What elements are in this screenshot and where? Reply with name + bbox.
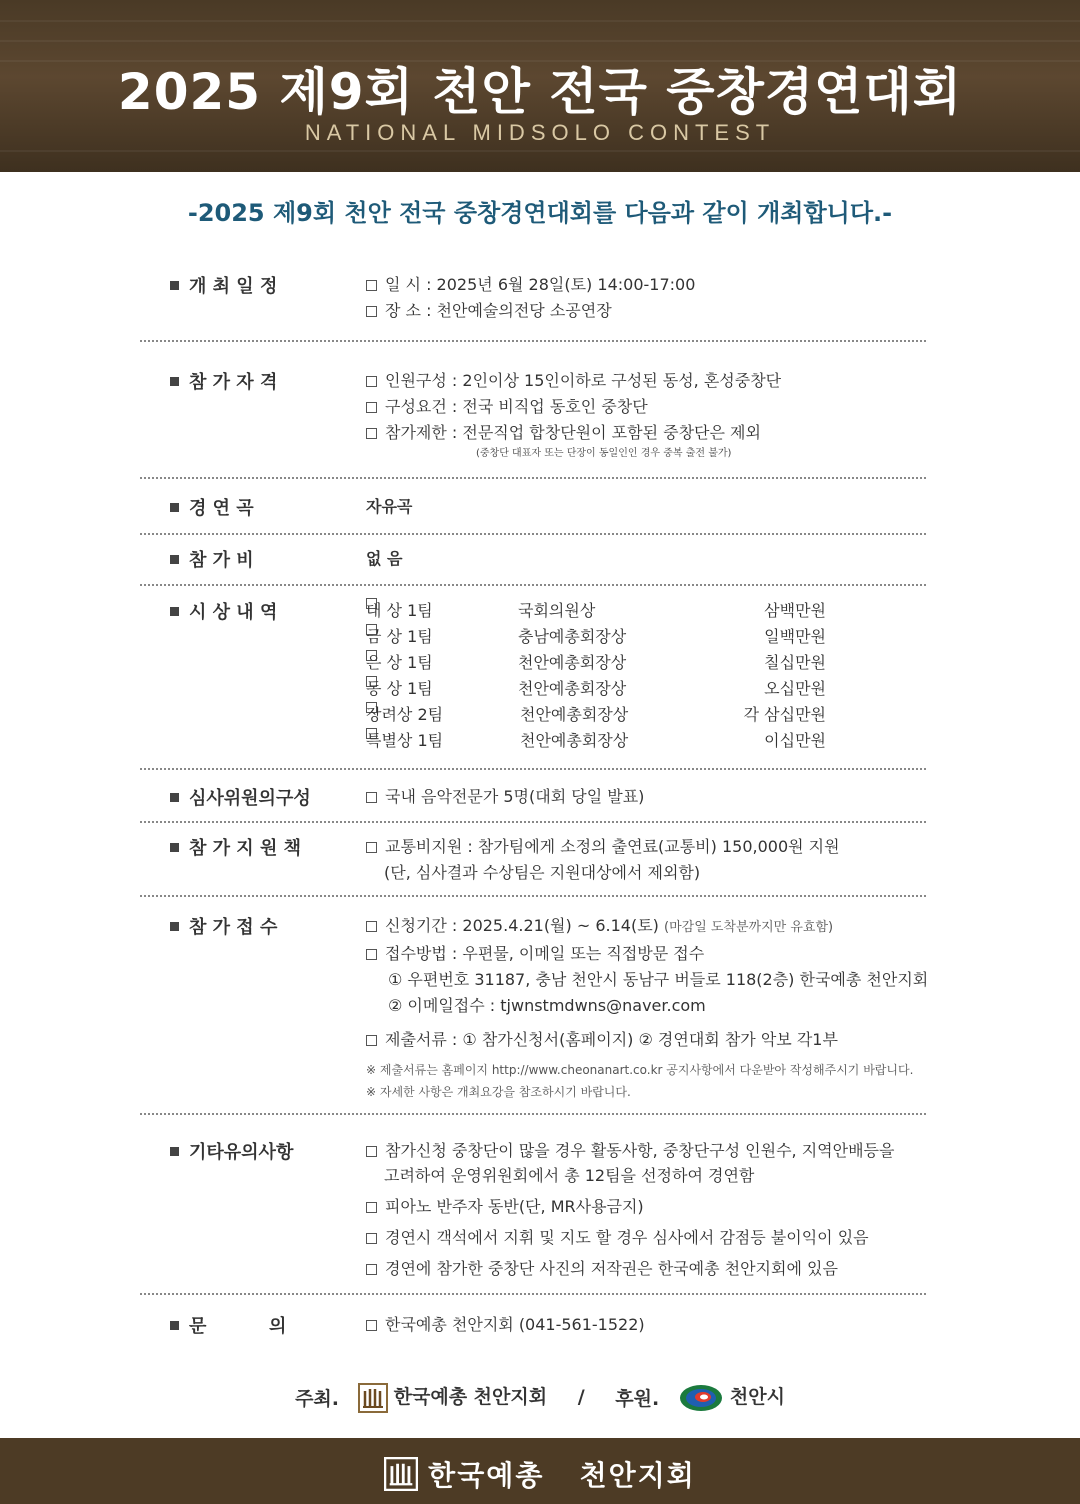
support-note: (단, 심사결과 수상팀은 지원대상에서 제외함): [384, 863, 701, 882]
section-label: 참 가 자 격: [170, 368, 277, 394]
divider: [140, 895, 926, 897]
checkbox-icon: [366, 402, 377, 413]
application-documents: 제출서류 : ① 참가신청서(홈페이지) ② 경연대회 참가 악보 각1부: [385, 1030, 838, 1049]
contact-value: 한국예총 천안지회 (041-561-1522): [385, 1315, 645, 1334]
application-note-2: ※ 자세한 사항은 개최요강을 참조하시기 바랍니다.: [366, 1085, 631, 1099]
notes-item: 참가신청 중창단이 많을 경우 활동사항, 중창단구성 인원수, 지역안배등을: [385, 1141, 895, 1160]
section-label: 개 최 일 정: [170, 272, 277, 298]
host-prefix: 주최.: [295, 1387, 340, 1410]
divider: [140, 768, 926, 770]
divider: [140, 477, 926, 479]
checkbox-icon: [366, 428, 377, 439]
eligibility-note: (중창단 대표자 또는 단장이 동일인인 경우 중복 출전 불가): [476, 448, 732, 459]
notes-item: 피아노 반주자 동반(단, MR사용금지): [385, 1197, 644, 1216]
checkbox-icon: [366, 280, 377, 291]
section-label: 시 상 내 역: [170, 598, 277, 624]
support-name: 천안시: [729, 1386, 785, 1408]
checkbox-icon: [366, 792, 377, 803]
section-label: 문 의: [170, 1312, 286, 1338]
schedule-venue: 장 소 : 천안예술의전당 소공연장: [385, 301, 612, 320]
footer-banner: [0, 1438, 1080, 1504]
application-period-note: (마감일 도착분까지만 유효함): [664, 920, 834, 935]
notes-item: 경연에 참가한 중창단 사진의 저작권은 한국예총 천안지회에 있음: [385, 1259, 838, 1278]
award-row: 장려상 2팀 천안예총회장상 각 삼십만원: [366, 702, 926, 728]
intro-text: -2025 제9회 천안 전국 중창경연대회를 다음과 같이 개최합니다.-: [187, 199, 893, 227]
divider: [140, 533, 926, 535]
sponsor-divider: /: [577, 1386, 585, 1409]
section-label: 참 가 비: [170, 546, 254, 572]
host-name: 한국예총 천안지회: [393, 1386, 548, 1408]
checkbox-icon: [366, 376, 377, 387]
judges-value: 국내 음악전문가 5명(대회 당일 발표): [385, 787, 645, 806]
divider: [140, 1113, 926, 1115]
checkbox-icon: [366, 1035, 377, 1046]
award-row: 대 상 1팀 국회의원상 삼백만원: [366, 598, 926, 624]
section-label: 참 가 접 수: [170, 913, 277, 939]
application-method: 접수방법 : 우편물, 이메일 또는 직접방문 접수: [385, 944, 705, 963]
page-subtitle: NATIONAL MIDSOLO CONTEST: [304, 120, 776, 145]
footer-org: 한국예총 천안지회: [428, 1459, 696, 1492]
application-post: ① 우편번호 31187, 충남 천안시 동남구 버들로 118(2층) 한국예총 천안지회: [388, 970, 929, 989]
checkbox-icon: [366, 921, 377, 932]
eligibility-line: 구성요건 : 전국 비직업 동호인 중창단: [385, 397, 648, 416]
sponsor-row: [0, 1382, 1080, 1413]
cheonan-city-logo-icon: [678, 1383, 724, 1413]
award-row: 특별상 1팀 천안예총회장상 이십만원: [366, 728, 926, 754]
section-label: 참 가 지 원 책: [170, 834, 301, 860]
section-label: 심사위원의구성: [170, 784, 311, 810]
award-row: 은 상 1팀 천안예총회장상 칠십만원: [366, 650, 926, 676]
notes-item-cont: 고려하여 운영위원회에서 총 12팀을 선정하여 경연함: [384, 1166, 755, 1185]
header-banner: [0, 0, 1080, 172]
schedule-date: 일 시 : 2025년 6월 28일(토) 14:00-17:00: [385, 275, 696, 294]
notes-item: 경연시 객석에서 지휘 및 지도 할 경우 심사에서 감점등 불이익이 있음: [385, 1228, 869, 1247]
checkbox-icon: [366, 306, 377, 317]
application-email: ② 이메일접수 : tjwnstmdwns@naver.com: [388, 996, 706, 1015]
award-row: 동 상 1팀 천안예총회장상 오십만원: [366, 676, 926, 702]
divider: [140, 1293, 926, 1295]
eligibility-line: 참가제한 : 전문직업 합창단원이 포함된 중창단은 제외: [385, 423, 761, 442]
checkbox-icon: [366, 1264, 377, 1275]
support-prefix: 후원.: [615, 1387, 660, 1410]
section-label: 경 연 곡: [170, 494, 254, 520]
divider: [140, 584, 926, 586]
eligibility-line: 인원구성 : 2인이상 15인이하로 구성된 동성, 혼성중창단: [385, 371, 782, 390]
checkbox-icon: [366, 842, 377, 853]
checkbox-icon: [366, 1233, 377, 1244]
divider: [140, 821, 926, 823]
checkbox-icon: [366, 1202, 377, 1213]
piece-value: 자유곡: [366, 497, 413, 516]
support-line: 교통비지원 : 참가팀에게 소정의 출연료(교통비) 150,000원 지원: [385, 837, 840, 856]
application-period: 신청기간 : 2025.4.21(월) ~ 6.14(토): [385, 916, 659, 935]
application-note-1: ※ 제출서류는 홈페이지 http://www.cheonanart.co.kr 공지사항에서 다운받아 작성해주시기 바랍니다.: [366, 1063, 914, 1077]
checkbox-icon: [366, 949, 377, 960]
kfaa-logo-icon: [384, 1457, 418, 1491]
checkbox-icon: [366, 1146, 377, 1157]
section-label: 기타유의사항: [170, 1138, 293, 1164]
page-title: 2025 제9회 천안 전국 중창경연대회: [117, 63, 963, 121]
fee-value: 없 음: [366, 549, 403, 568]
divider: [140, 340, 926, 342]
kfaa-logo-icon: [358, 1383, 388, 1413]
checkbox-icon: [366, 1320, 377, 1331]
award-row: 금 상 1팀 충남예총회장상 일백만원: [366, 624, 926, 650]
